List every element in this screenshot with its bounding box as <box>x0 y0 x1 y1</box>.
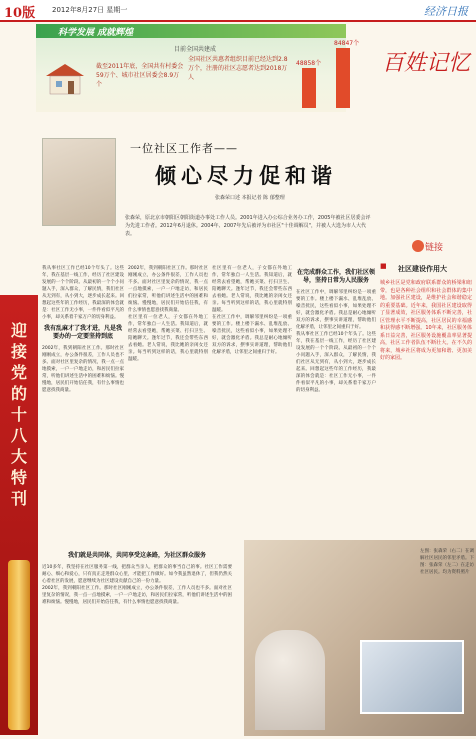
column-text: 我从事社区工作已经10个年头了。这些年，我在基层一线工作，经历了社区建设发展的一个个阶段。从最初的一个个小问题入手，深入群众，了解民情，我们社区从无到有，从小到大，逐步成长起来。回想起这些年的工作经历，我最深的体会就是：社区工作无小事，一件件看似平凡的小事，却关系着千家万户的切身利益。 <box>42 266 124 320</box>
article-column-bottom <box>42 548 232 734</box>
column-text: 社区里有一位老人，子女都在外地工作，常年独自一人生活。我知道后，就经常去看望她，帮她买菜、打扫卫生、陪她聊天。逢年过节，我还会带些东西去看她。老人常说，我比她的亲闺女还亲。每当听到这样的话，我心里就特别温暖。 <box>128 315 208 362</box>
article-subheading: 我有乱麻才了我才进，凡是我要办的一定要坚持到底 <box>43 325 122 340</box>
column-text: 2002年，我到朝阳社区工作。那时社区刚刚成立，办公条件很差，工作人员也不多。面对社区里复杂的情况，我一点一点地摸索，一户一户地走访，和居民们拉家常，听他们讲述生活中的困难和烦恼。慢慢地，居民们开始信任我，有什么事情也愿意找我商量。 <box>42 586 232 605</box>
article-kicker: 一位社区工作者—— <box>130 142 238 155</box>
chart-value-2006: 48858个 <box>296 60 322 67</box>
column-text: 2002年，我到朝阳社区工作。那时社区刚刚成立，办公条件很差，工作人员也不多。面对社区里复杂的情况，我一点一点地摸索，一户一户地走访，和居民们拉家常，听他们讲述生活中的困难和烦恼。慢慢地，居民们开始信任我，有什么事情也愿意找我商量。 <box>128 266 208 313</box>
page-number: 10版 <box>4 6 36 21</box>
photo-caption: 左图：张森荣（右二）在调解社区居民的邻里矛盾。下图：张森荣（左二）在走访社区居民。均为资料照片 <box>420 549 474 575</box>
article-byline: 张森荣口述 本报记者 陈 郁整理 <box>215 195 285 201</box>
link-tag-text: 链接 <box>425 243 444 253</box>
column-text: 在社区工作中，调解邻里纠纷是一项重要的工作。楼上楼下漏水、乱堆乱放、噪音扰民，这些看似小事，如果处理不好，就会激化矛盾。我总是耐心地倾听双方的诉求，摆事实讲道理，帮助他们化解矛盾，让邻里之间重归于好。 <box>212 315 292 355</box>
article-column-3 <box>212 265 292 545</box>
article-subheading: 在完成群众工作，我们社区领导，坚持日常为人民服务 <box>296 269 375 284</box>
chart-bar-2006 <box>302 68 316 108</box>
chart-bar-2011 <box>336 48 350 108</box>
sidebar-title: 社区建设作用大 <box>398 265 447 273</box>
photo-visit <box>360 640 464 714</box>
banner-chart-caption: 目前全国共建成 <box>174 46 217 53</box>
article-title: 倾心尽力促和谐 <box>155 163 337 188</box>
banner-stat-left: 截至2011年底，全国共有村委会59万个、城市社区居委会8.9万个 <box>96 63 184 88</box>
calligraphy-text: 百姓记忆 <box>382 51 471 76</box>
column-text: 近10多年，我坚持在社区服务第一线，把群众当亲人，把群众的事当自己的事。社区工作需要耐心、细心和爱心，只有真正走进群众心里，才能把工作做好。如今我虽然退休了，但我仍然关心着社区的发展，愿意继续为社区建设贡献自己的一份力量。 <box>42 565 232 584</box>
side-banner-text: 迎接党的十八大特刊 <box>10 321 27 508</box>
photo-person <box>255 630 325 730</box>
chart-value-2011: 84847个 <box>334 40 360 47</box>
column-text: 社区里有一位老人，子女都在外地工作，常年独自一人生活。我知道后，就经常去看望她，帮她买菜、打扫卫生、陪她聊天。逢年过节，我还会带些东西去看她。老人常说，我比她的亲闺女还亲。每当听到这样的话，我心里就特别温暖。 <box>212 266 292 313</box>
portrait-photo <box>42 138 116 226</box>
house-illustration <box>42 62 88 96</box>
banner-title: 科学发展 成就辉煌 <box>58 28 134 38</box>
article-column-4 <box>296 265 376 545</box>
issue-date: 2012年8月27日 星期一 <box>52 6 128 14</box>
sidebar-body: 城乡社区是党和政府联系群众的桥梁和纽带，也是各种社会组织和社会群体的集中地。加强社区建设，是维护社会和谐稳定的重要基础。近年来，我国社区建设取得了显著成效，社区服务体系不断完善，社区管理水平不断提高，社区居民的幸福感和获得感不断增强。10年来，社区服务体系日益完善，社区服务设施覆盖率显著提高，社区工作者队伍不断壮大。在不久的将来，城乡社区将成为更加和谐、更加美好的家园。 <box>380 280 472 361</box>
article-column-2 <box>128 265 208 545</box>
pillar-ornament <box>8 560 30 730</box>
calligraphy-title <box>378 40 471 110</box>
column-text: 在社区工作中，调解邻里纠纷是一项重要的工作。楼上楼下漏水、乱堆乱放、噪音扰民，这些看似小事，如果处理不好，就会激化矛盾。我总是耐心地倾听双方的诉求，摆事实讲道理，帮助他们化解矛盾，让邻里之间重归于好。 <box>296 290 376 330</box>
sidebar-marker: ■ <box>380 262 387 270</box>
column-text: 2002年，我到朝阳社区工作。那时社区刚刚成立，办公条件很差，工作人员也不多。面对社区里复杂的情况，我一点一点地摸索，一户一户地走访，和居民们拉家常，听他们讲述生活中的困难和烦恼。慢慢地，居民们开始信任我，有什么事情也愿意找我商量。 <box>42 346 124 393</box>
column-text: 我从事社区工作已经10个年头了。这些年，我在基层一线工作，经历了社区建设发展的一个个阶段。从最初的一个个小问题入手，深入群众，了解民情，我们社区从无到有，从小到大，逐步成长起来。回想起这些年的工作经历，我最深的体会就是：社区工作无小事，一件件看似平凡的小事，却关系着千家万户的切身利益。 <box>296 332 376 393</box>
paper-logo: 经济日报 <box>424 5 468 18</box>
article-subheading: 我们就是共同体，共同享受这条路，为社区群众服务 <box>67 552 206 559</box>
banner-bar-chart <box>288 38 368 112</box>
article-intro: 张森荣，原北京市朝阳区朝阳街道办事处工作人员。2001年进入办公综合业务办工作，2005年被社区居委会评为先进工作者。2012年6月退休。2004年、2007年先后被评为市社区"十佳调解员"，并被人大选为市人大代表。 <box>125 215 371 237</box>
article-column-1 <box>42 265 124 545</box>
link-tag-icon <box>410 236 444 256</box>
banner-stat-mid: 全国社区共惠者组织目前已经达到2.8万个，注册的社区志愿者达到2018万人 <box>188 56 288 81</box>
